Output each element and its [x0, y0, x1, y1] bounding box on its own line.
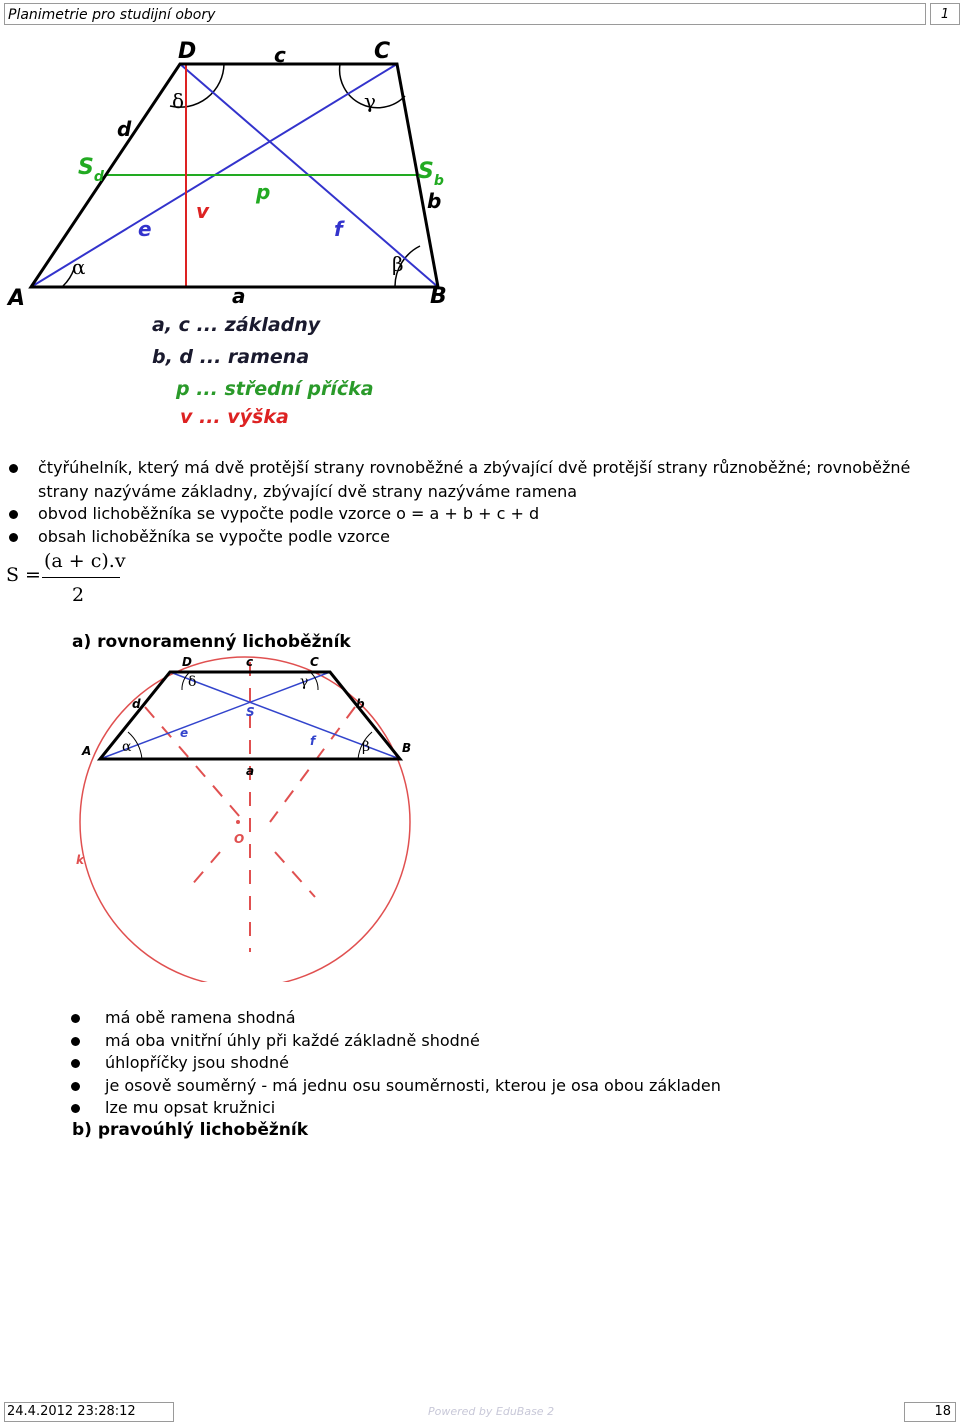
angle-beta-label: β	[362, 739, 371, 755]
legend-midline: p ... střední příčka	[176, 378, 374, 400]
midline-p-label: p	[256, 180, 271, 204]
angle-gamma-arc	[310, 672, 318, 690]
legend-height: v ... výška	[180, 406, 289, 428]
angle-alpha-label: α	[122, 739, 132, 755]
bullet-marker	[71, 1014, 80, 1023]
bullet-marker	[71, 1082, 80, 1091]
page-footer	[4, 1402, 956, 1422]
angle-beta-label: β	[392, 252, 404, 276]
perimeter-text: obvod lichoběžníka se vypočte podle vzorce o = a + b + c + d	[38, 504, 540, 523]
diagonal-f-label: f	[334, 217, 343, 241]
midpoint-sd-label: $S_d$	[78, 155, 104, 185]
document-title: Planimetrie pro studijní obory	[4, 3, 926, 25]
side-d-label: d	[132, 697, 141, 711]
header-page-number: 1	[930, 3, 960, 25]
formula-lhs: S =	[6, 564, 41, 586]
center-point	[236, 820, 240, 824]
isosceles-trapezoid-figure	[70, 652, 430, 982]
side-c-label: c	[274, 43, 286, 67]
legend-legs: b, d ... ramena	[152, 346, 310, 368]
side-b-label: b	[356, 697, 365, 711]
footer-page-number: 18	[904, 1402, 956, 1422]
angle-gamma-label: γ	[300, 674, 309, 690]
side-d-label: d	[117, 117, 132, 141]
vertex-d-label: D	[182, 655, 192, 669]
circle-k-label: k	[76, 853, 84, 867]
bullet-marker	[71, 1037, 80, 1046]
vertex-a-label: A	[8, 286, 26, 311]
vertex-c-label: C	[310, 655, 319, 669]
property-item: má oba vnitřní úhly při každé základně shodné	[105, 1031, 480, 1050]
angle-delta-label: δ	[188, 674, 197, 690]
legend-bases: a, c ... základny	[152, 314, 321, 336]
diagonal-intersection-label: S	[246, 705, 255, 719]
vertex-b-label: B	[430, 284, 447, 309]
angle-gamma-label: γ	[364, 89, 376, 113]
vertex-a-label: A	[82, 744, 92, 758]
height-v-label: v	[196, 199, 210, 223]
area-formula	[6, 552, 126, 612]
bullet-marker	[9, 510, 18, 519]
midpoint-sb-label: $S_b$	[418, 159, 444, 189]
center-o-label: O	[234, 832, 245, 846]
section-a-heading: a) rovnoramenný lichoběžník	[72, 632, 351, 652]
fraction-bar	[42, 577, 120, 578]
property-item: má obě ramena shodná	[105, 1008, 296, 1027]
formula-denominator: 2	[72, 584, 85, 606]
page-header	[4, 3, 956, 27]
bisector-extension	[275, 852, 315, 897]
section-b-heading: b) pravoúhlý lichoběžník	[72, 1120, 309, 1140]
definition-line-1: čtyřúhelník, který má dvě protější strany rovnoběžné a zbývající dvě protější strany různoběžné; rovnoběžné	[38, 458, 911, 477]
diagonal-e-label: e	[180, 726, 189, 740]
diagonal-f-label: f	[310, 734, 316, 748]
side-a-label: a	[246, 764, 255, 778]
footer-powered-by: Powered by EduBase 2	[428, 1405, 555, 1418]
area-text: obsah lichoběžníka se vypočte podle vzorce	[38, 527, 390, 546]
perpendicular-bisector-b	[270, 707, 355, 822]
angle-delta-label: δ	[172, 89, 185, 113]
definition-line-2: strany nazýváme základny, zbývající dvě strany nazýváme ramena	[38, 482, 578, 501]
side-b-label: b	[427, 189, 442, 213]
diagonal-e-label: e	[138, 217, 152, 241]
property-item: lze mu opsat kružnici	[105, 1098, 276, 1117]
angle-alpha-label: α	[72, 255, 86, 279]
side-a-label: a	[232, 284, 246, 308]
bisector-extension	[190, 852, 220, 887]
bullet-marker	[9, 533, 18, 542]
vertex-b-label: B	[402, 741, 412, 755]
side-c-label: c	[246, 655, 254, 669]
bullet-marker	[71, 1104, 80, 1113]
bullet-marker	[71, 1059, 80, 1068]
formula-numerator: (a + c).v	[44, 550, 126, 572]
footer-timestamp: 24.4.2012 23:28:12	[4, 1402, 174, 1422]
property-item: úhlopříčky jsou shodné	[105, 1053, 289, 1072]
trapezoid-figure	[0, 36, 470, 311]
property-item: je osově souměrný - má jednu osu souměrnosti, kterou je osa obou základen	[105, 1076, 721, 1095]
vertex-d-label: D	[178, 39, 197, 64]
vertex-c-label: C	[374, 39, 391, 64]
bullet-marker	[9, 464, 18, 473]
